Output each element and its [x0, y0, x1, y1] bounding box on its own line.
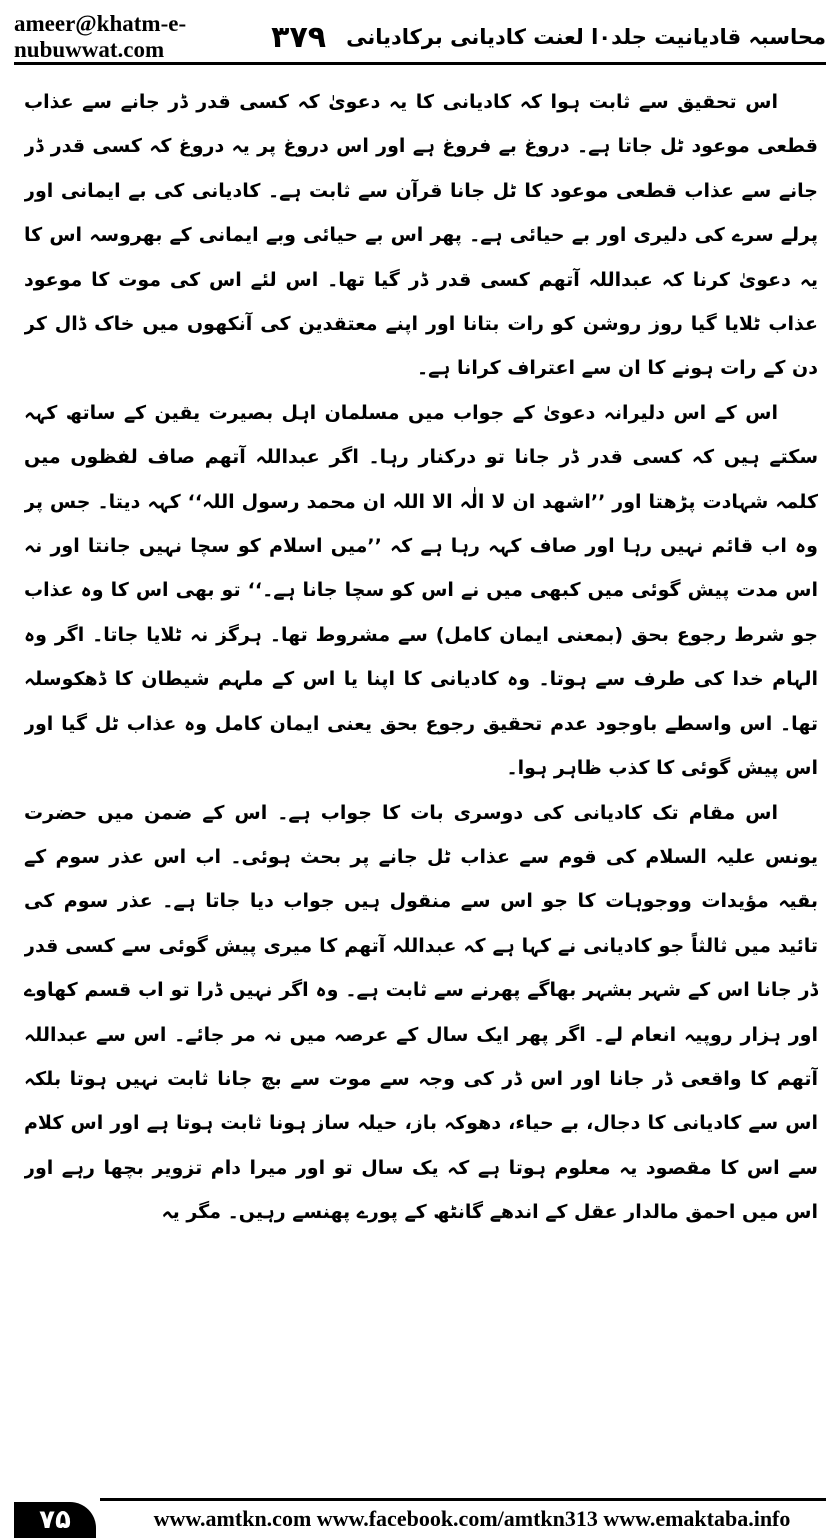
header-page-number: ۳۷۹ [271, 19, 327, 55]
page-header [14, 11, 826, 62]
header-email: ameer@khatm-e-nubuwwat.com [14, 11, 187, 62]
footer-rule [100, 1498, 826, 1501]
header-title: محاسبہ قادیانیت جلد۰ا لعنت کادیانی برکادیانی [346, 25, 826, 49]
page-footer [0, 1502, 840, 1540]
footer-page-badge [14, 1502, 96, 1538]
header-rule [14, 62, 826, 65]
paragraph: اس کے اس دلیرانہ دعویٰ کے جواب میں مسلمان اہل بصیرت یقین کے ساتھ کہہ سکتے ہیں کہ کسی قدر ڈر جانا تو درکنار رہا۔ اگر عبداللہ آتھم صاف لفظوں میں کلمہ شہادت پڑھتا اور ’’اشھد ان لا الٰہ الا اللہ ان محمد رسول اللہ‘‘ کہہ دیتا۔ جس پر وہ اب قائم نہیں رہا اور صاف کہہ رہا ہے کہ ’’میں اسلام کو سچا نہیں جانتا اور نہ اس مدت پیش گوئی میں کبھی میں نے اس کو سچا جانا ہے۔‘‘ تو بھی اس کا وہ عذاب جو شرط رجوع بحق (بمعنی ایمان کامل) سے مشروط تھا۔ ہرگز نہ ٹلایا جاتا۔ اگر وہ الہام خدا کی طرف سے ہوتا۔ وہ کادیانی کا اپنا یا اس کے ملہم شیطان کا ڈھکوسلہ تھا۔ اس واسطے باوجود عدم تحقیق رجوع بحق یعنی ایمان کامل وہ عذاب ٹل گیا اور اس پیش گوئی کا کذب ظاہر ہوا۔ [24, 401, 818, 780]
paragraph: اس مقام تک کادیانی کی دوسری بات کا جواب ہے۔ اس کے ضمن میں حضرت یونس علیہ السلام کی قوم سے عذاب ٹل جانے پر بحث ہوئی۔ اب اس عذر سوم کے بقیہ مؤیدات ووجوہات کا جو اس سے منقول ہیں جواب دیا جاتا ہے۔ عذر سوم کی تائید میں ثالثاً جو کادیانی نے کہا ہے کہ عبداللہ آتھم کا میری پیش گوئی سے کسی قدر ڈر جانا اس کے شہر بشہر بھاگے پھرنے سے ثابت ہے۔ وہ اگر نہیں ڈرا تو اب قسم کھاوے اور ہزار روپیہ انعام لے۔ اگر پھر ایک سال کے عرصہ میں نہ مر جائے۔ اس سے عبداللہ آتھم کا واقعی ڈر جانا اور اس ڈر کی وجہ سے موت سے بچ جانا ثابت نہیں ہوتا بلکہ اس سے کادیانی کا دجال، بے حیاء، دھوکہ باز، حیلہ ساز ہونا ثابت ہوتا ہے اور اس کلام سے اس کا مقصود یہ معلوم ہوتا ہے کہ یک سال تو اور میرا دام تزویر بچھا رہے اور اس میں احمق مالدار عقل کے اندھے گانٹھ کے پورے پھنسے رہیں۔ مگر یہ [24, 801, 818, 1224]
page-body [24, 80, 818, 1480]
footer-links: www.amtkn.com www.facebook.com/amtkn313 www.emaktaba.info [153, 1506, 791, 1531]
footer-page-number: ۷۵ [39, 1505, 71, 1535]
header-right [271, 20, 826, 55]
paragraph: اس تحقیق سے ثابت ہوا کہ کادیانی کا یہ دعویٰ کہ کسی قدر ڈر جانے سے عذاب قطعی موعود ٹل جاتا ہے۔ دروغ بے فروغ ہے اور اس دروغ پر یہ دروغ کہ کسی قدر ڈر جانے سے عذاب قطعی موعود کا ٹل جانا قرآن سے ثابت ہے۔ کادیانی کی بے ایمانی اور پرلے سرے کی دلیری اور بے حیائی ہے۔ پھر اس بے حیائی وبے ایمانی کے بھروسہ اس کا یہ دعویٰ کرنا کہ عبداللہ آتھم کسی قدر ڈر گیا تھا۔ اس لئے اس کی موت کا موعود عذاب ٹلایا گیا روز روشن کو رات بتانا اور اپنے معتقدین کی آنکھوں میں خاک ڈال کر دن کے رات ہونے کا ان سے اعتراف کرانا ہے۔ [24, 91, 818, 380]
